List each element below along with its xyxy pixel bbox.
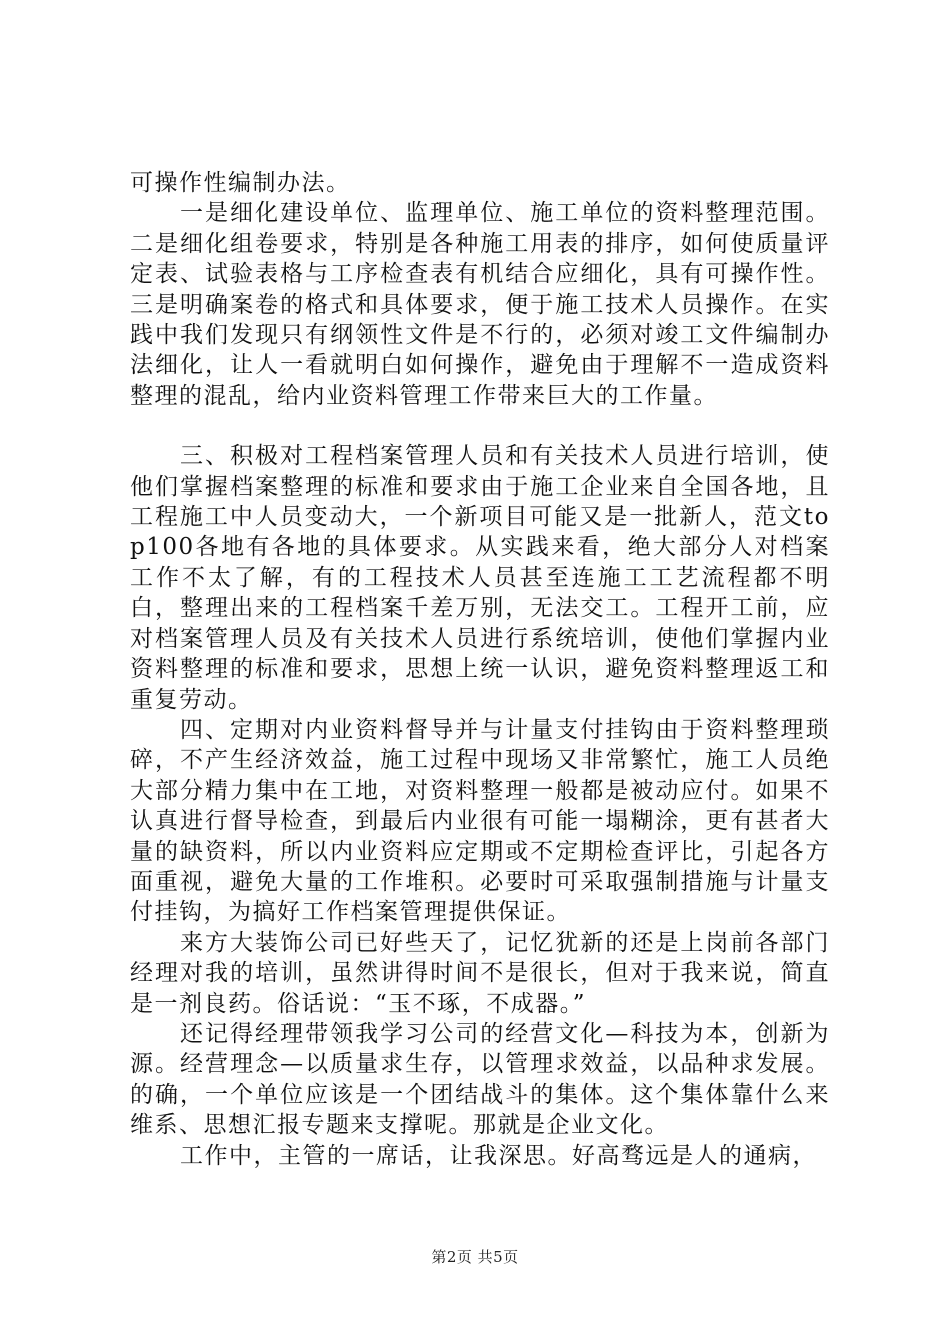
paragraph-supervisor: 工作中，主管的一席话，让我深思。好高骛远是人的通病，: [180, 1142, 817, 1169]
paragraph-refinement: 一是细化建设单位、监理单位、施工单位的资料整理范围。二是细化组卷要求，特别是各种施工用表的排序，如何使质量评定表、试验表格与工序检查表有机结合应细化，具有可操作性。三是明确案卷的格式和具体要求，便于施工技术人员操作。在实践中我们发现只有纲领性文件是不行的，必须对竣工文件编制办法细化，让人一看就明白如何操作，避免由于理解不一造成资料整理的混乱，给内业资料管理工作带来巨大的工作量。: [130, 200, 830, 409]
paragraph-section-four: 四、定期对内业资料督导并与计量支付挂钩由于资料整理琐碎，不产生经济效益，施工过程中现场又非常繁忙，施工人员绝大部分精力集中在工地，对资料整理一般都是被动应付。如果不认真进行督导检查，到最后内业很有可能一塌糊涂，更有甚者大量的缺资料，所以内业资料应定期或不定期检查评比，引起各方面重视，避免大量的工作堆积。必要时可采取强制措施与计量支付挂钩，为搞好工作档案管理提供保证。: [130, 716, 830, 926]
paragraph-continuation: 可操作性编制办法。: [130, 170, 351, 196]
paragraph-section-three: 三、积极对工程档案管理人员和有关技术人员进行培训，使他们掌握档案整理的标准和要求由于施工企业来自全国各地，且工程施工中人员变动大，一个新项目可能又是一批新人，范文top100各地有各地的具体要求。从实践来看，绝大部分人对档案工作不太了解，有的工程技术人员甚至连施工工艺流程都不明白，整理出来的工程档案千差万别，无法交工。工程开工前，应对档案管理人员及有关技术人员进行系统培训，使他们掌握内业资料整理的标准和要求，思想上统一认识，避免资料整理返工和重复劳动。: [130, 443, 830, 713]
paragraph-training: 来方大装饰公司已好些天了，记忆犹新的还是上岗前各部门经理对我的培训，虽然讲得时间不是很长，但对于我来说，简直是一剂良药。俗话说：“玉不琢，不成器。”: [130, 929, 830, 1017]
paragraph-company-culture: 还记得经理带领我学习公司的经营文化—科技为本，创新为源。经营理念—以质量求生存，以管理求效益，以品种求发展。的确，一个单位应该是一个团结战斗的集体。这个集体靠什么来维系、思想汇报专题来支撑呢。那就是企业文化。: [130, 1020, 830, 1139]
page-number-footer: 第2页 共5页: [431, 1248, 519, 1266]
document-body: [130, 168, 830, 1171]
